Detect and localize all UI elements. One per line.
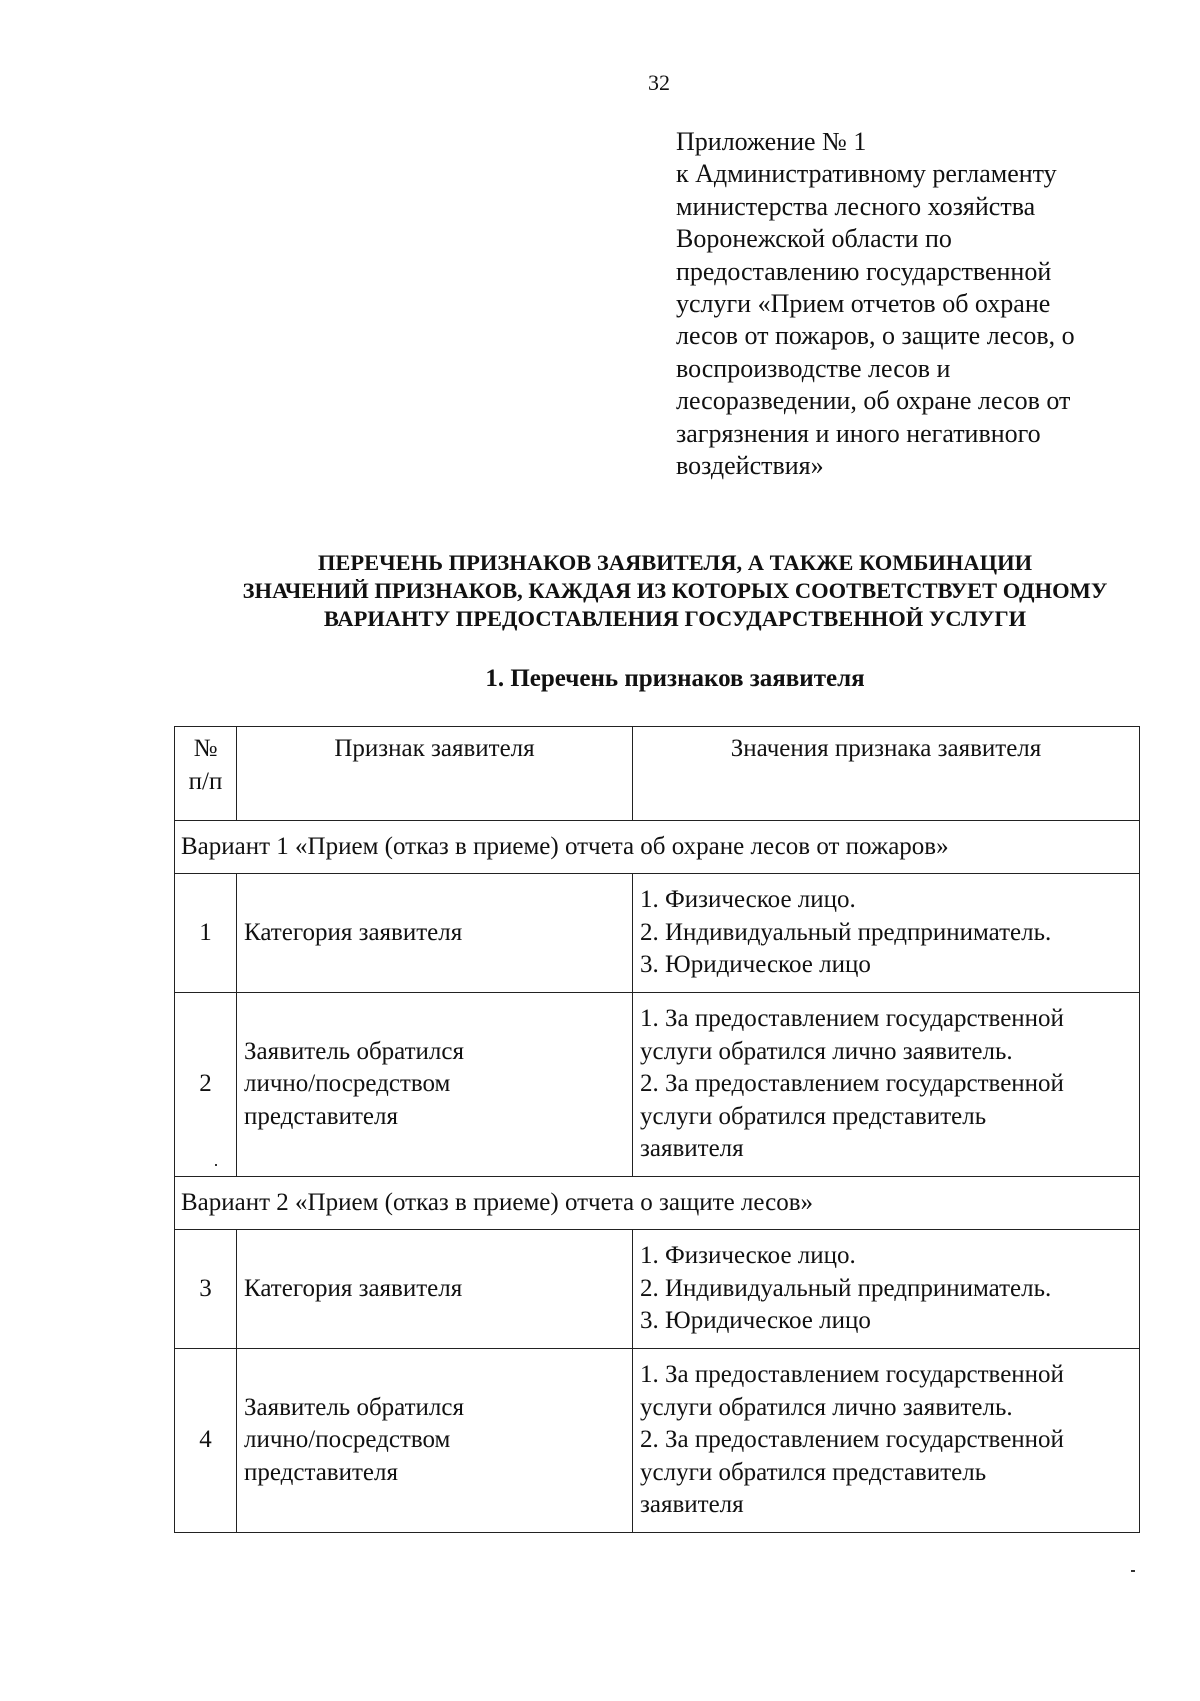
variant-row <box>175 1177 1140 1230</box>
value-line: 3. Юридическое лицо <box>640 1307 871 1335</box>
value-line: 1. За предоставлением государственной <box>640 1005 1064 1033</box>
table-row <box>175 1349 1140 1533</box>
applicant-features-table <box>174 726 1140 1533</box>
feature-line: Заявитель обратился <box>244 1393 464 1421</box>
header-num-line: п/п <box>188 767 223 795</box>
page-number: 32 <box>648 70 670 95</box>
scan-speck <box>215 1164 217 1166</box>
row-values <box>633 1349 1140 1533</box>
row-feature <box>237 874 633 993</box>
appendix-line: услуги «Прием отчетов об охране <box>676 289 1051 319</box>
value-line: услуги обратился лично заявитель. <box>640 1037 1013 1065</box>
header-num-line: № <box>193 735 218 762</box>
row-number: 3 <box>175 1230 237 1349</box>
appendix-line: загрязнения и иного негативного <box>676 418 1041 448</box>
value-line: 2. Индивидуальный предприниматель. <box>640 918 1052 946</box>
feature-line: Категория заявителя <box>244 918 463 946</box>
value-line: услуги обратился представитель <box>640 1102 987 1130</box>
section-heading: 1. Перечень признаков заявителя <box>485 665 865 692</box>
value-line: 1. Физическое лицо. <box>640 1242 856 1270</box>
feature-line: представителя <box>244 1102 398 1130</box>
header-values: Значения признака заявителя <box>633 727 1140 821</box>
appendix-line: воспроизводстве лесов и <box>676 353 951 383</box>
header-feature: Признак заявителя <box>237 727 633 821</box>
feature-line: Категория заявителя <box>244 1274 463 1302</box>
title-line: ВАРИАНТУ ПРЕДОСТАВЛЕНИЯ ГОСУДАРСТВЕННОЙ УСЛУГИ <box>323 606 1027 631</box>
document-title <box>150 549 1200 633</box>
value-line: 2. За предоставлением государственной <box>640 1070 1064 1098</box>
table-row <box>175 1230 1140 1349</box>
value-line: заявителя <box>640 1491 744 1519</box>
feature-line: Заявитель обратился <box>244 1037 464 1065</box>
value-line: заявителя <box>640 1135 744 1163</box>
row-feature <box>237 1349 633 1533</box>
variant-row <box>175 821 1140 874</box>
appendix-line: Воронежской области по <box>676 224 952 254</box>
value-line: 1. За предоставлением государственной <box>640 1361 1064 1389</box>
variant-2-title: Вариант 2 «Прием (отказ в приеме) отчета о защите лесов» <box>175 1177 1140 1230</box>
row-feature <box>237 993 633 1177</box>
value-line: 2. Индивидуальный предприниматель. <box>640 1274 1052 1302</box>
appendix-line: министерства лесного хозяйства <box>676 191 1036 221</box>
appendix-line: к Административному регламенту <box>676 159 1057 189</box>
table-header-row <box>175 727 1140 821</box>
title-line: ЗНАЧЕНИЙ ПРИЗНАКОВ, КАЖДАЯ ИЗ КОТОРЫХ СООТВЕТСТВУЕТ ОДНОМУ <box>242 578 1108 603</box>
appendix-line: предоставлению государственной <box>676 256 1052 286</box>
appendix-block <box>676 126 1146 482</box>
feature-line: представителя <box>244 1458 398 1486</box>
row-values <box>633 1230 1140 1349</box>
value-line: 3. Юридическое лицо <box>640 951 871 979</box>
appendix-line: воздействия» <box>676 451 824 481</box>
feature-line: лично/посредством <box>244 1070 451 1098</box>
row-feature <box>237 1230 633 1349</box>
variant-1-title: Вариант 1 «Прием (отказ в приеме) отчета об охране лесов от пожаров» <box>175 821 1140 874</box>
row-values <box>633 874 1140 993</box>
appendix-line: лесов от пожаров, о защите лесов, о <box>676 321 1075 351</box>
title-line: ПЕРЕЧЕНЬ ПРИЗНАКОВ ЗАЯВИТЕЛЯ, А ТАКЖЕ КОМБИНАЦИИ <box>317 550 1033 575</box>
table-row <box>175 874 1140 993</box>
header-num <box>175 727 237 821</box>
value-line: 2. За предоставлением государственной <box>640 1426 1064 1454</box>
table-row <box>175 993 1140 1177</box>
value-line: услуги обратился лично заявитель. <box>640 1393 1013 1421</box>
appendix-line: лесоразведении, об охране лесов от <box>676 386 1071 416</box>
row-number: 2 <box>175 993 237 1177</box>
value-line: услуги обратился представитель <box>640 1458 987 1486</box>
appendix-line: Приложение № 1 <box>676 127 867 156</box>
scan-speck <box>1131 1570 1135 1572</box>
row-number: 1 <box>175 874 237 993</box>
row-values <box>633 993 1140 1177</box>
row-number: 4 <box>175 1349 237 1533</box>
feature-line: лично/посредством <box>244 1426 451 1454</box>
value-line: 1. Физическое лицо. <box>640 886 856 914</box>
